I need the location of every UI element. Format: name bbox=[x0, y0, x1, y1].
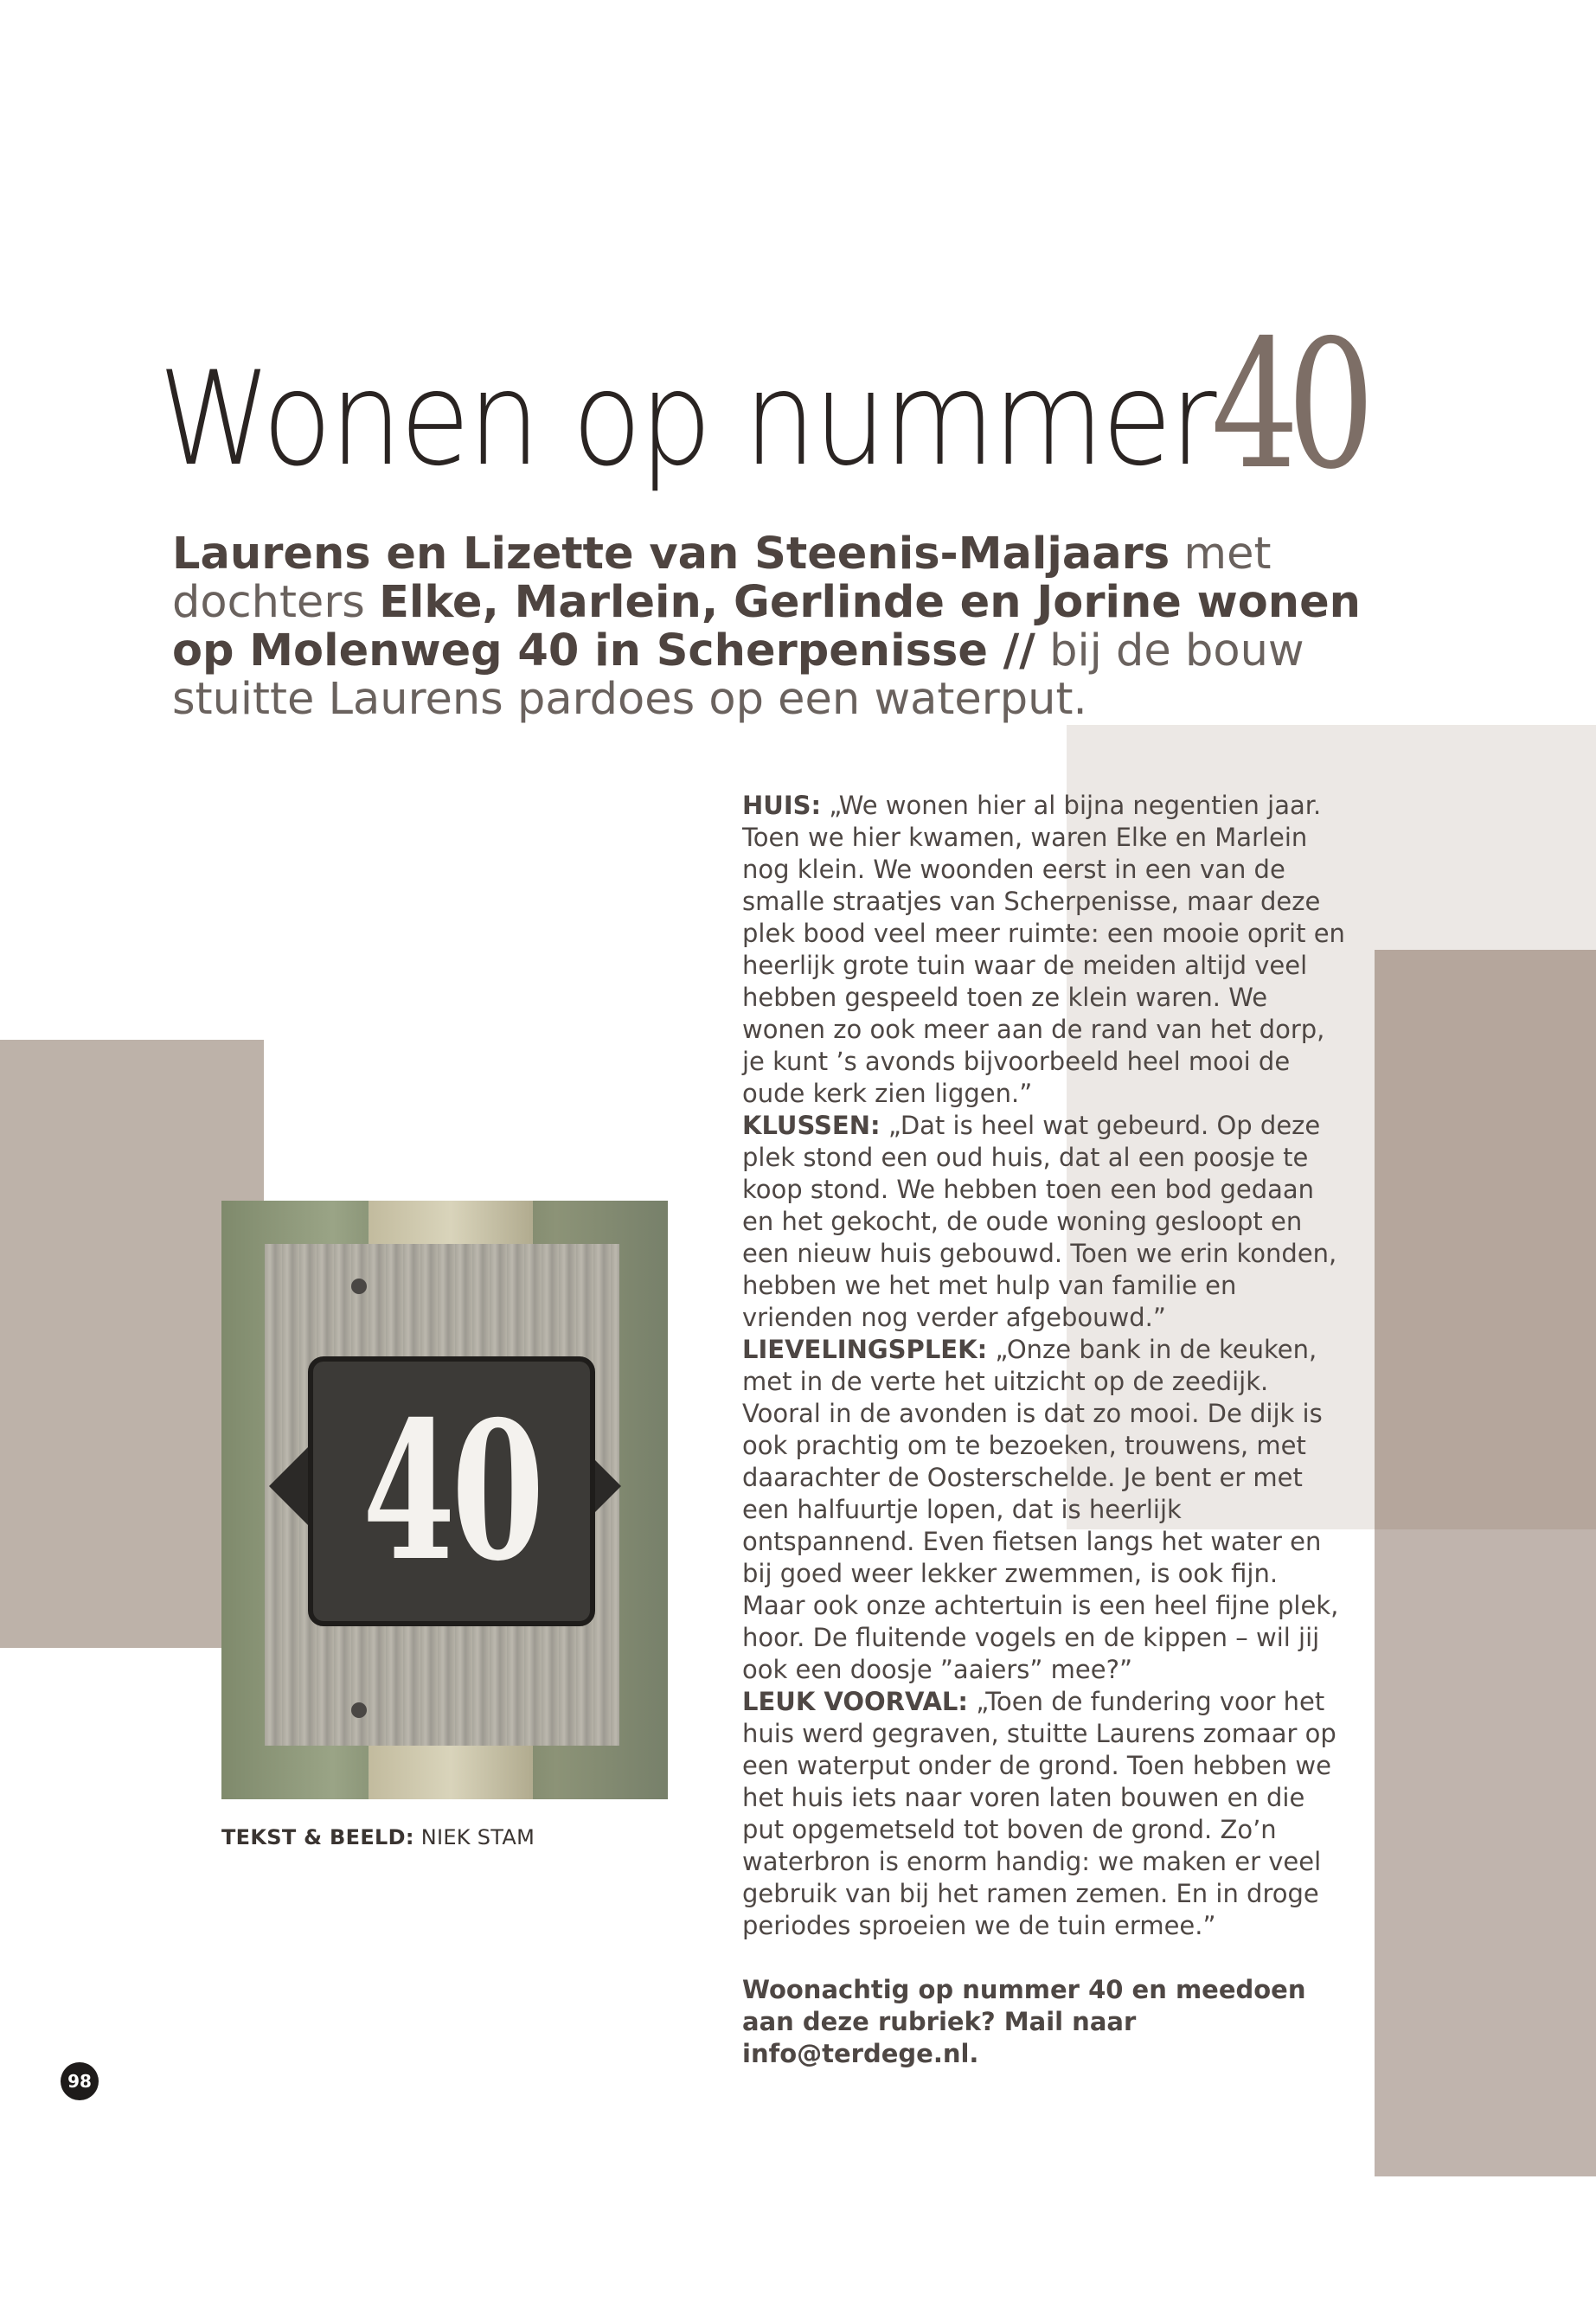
intro-names: Laurens en Lizette van Steenis-Maljaars bbox=[172, 529, 1170, 580]
intro-connector: met dochters bbox=[172, 529, 1272, 628]
section-label: KLUSSEN: bbox=[742, 1111, 881, 1140]
section-huis bbox=[742, 790, 1348, 1110]
intro-address: Elke, Marlein, Gerlinde en Jorine wonen op Molenweg 40 in Scherpenisse // bbox=[172, 577, 1361, 676]
section-text: „We wonen hier al bijna negentien jaar. Toen we hier kwamen, waren Elke en Marlein nog klein. We woonden eerst in een van de smalle straatjes van Scherpenisse, maar deze plek bood veel meer ruimte: een mooie oprit en heerlijk grote tuin waar de meiden altijd veel hebben gespeeld toen ze klein waren. We wonen zo ook meer aan de rand van het dorp, je kunt ’s avonds bijvoorbeeld heel mooi de oude kerk zien liggen.” bbox=[742, 791, 1345, 1108]
call-to-action: Woonachtig op nummer 40 en meedoen aan deze rubriek? Mail naar info@terdege.nl. bbox=[742, 1975, 1306, 2068]
title-number: 40 bbox=[1211, 303, 1363, 509]
screw-icon bbox=[351, 1702, 367, 1718]
plate-number: 40 bbox=[362, 1379, 541, 1603]
title-text: Wonen op nummer bbox=[158, 344, 1215, 495]
intro-lead bbox=[172, 530, 1418, 724]
number-plate bbox=[308, 1356, 595, 1626]
page-title bbox=[158, 285, 1406, 509]
decor-block-right-dark bbox=[1375, 950, 1596, 1529]
screw-icon bbox=[351, 1279, 367, 1294]
photo-credit bbox=[221, 1825, 535, 1849]
house-number-photo bbox=[221, 1201, 668, 1799]
section-lievelingsplek bbox=[742, 1334, 1348, 1686]
section-text: „Onze bank in de keuken, met in de verte het uitzicht op de zeedijk. Vooral in de avonden is dat zo mooi. De dijk is ook prachtig om te bezoeken, trouwens, met daarachter de Oosterschelde. Je bent er met een halfuurtje lopen, dat is heerlijk ontspannend. Even fietsen langs het water en bij goed weer lekker zwemmen, is ook fijn. Maar ook onze achtertuin is een heel fijne plek, hoor. De fluitende vogels en de kippen – wil jij ook een doosje ”aaiers” mee?” bbox=[742, 1335, 1339, 1684]
section-text: „Dat is heel wat gebeurd. Op deze plek stond een oud huis, dat al een poosje te koop stond. We hebben toen een bod gedaan en het gekocht, de oude woning gesloopt en een nieuw huis gebouwd. Toen we erin konden, hebben we het met hulp van familie en vrienden nog verder afgebouwd.” bbox=[742, 1111, 1337, 1332]
section-label: HUIS: bbox=[742, 791, 822, 820]
page-number: 98 bbox=[61, 2062, 99, 2100]
credit-label: TEKST & BEELD: bbox=[221, 1825, 414, 1849]
section-label: LIEVELINGSPLEK: bbox=[742, 1335, 988, 1364]
intro-tagline: bij de bouw stuitte Laurens pardoes op een waterput. bbox=[172, 625, 1304, 725]
section-klussen bbox=[742, 1110, 1348, 1334]
credit-value: NIEK STAM bbox=[413, 1825, 535, 1849]
section-leuk-voorval bbox=[742, 1686, 1348, 1942]
section-text: „Toen de fundering voor het huis werd gegraven, stuitte Laurens zomaar op een waterput onder de grond. Toen hebben we het huis iets naar voren laten bouwen en die put opgemetseld tot boven de grond. Zo’n waterbron is enorm handig: we maken er veel gebruik van bij het ramen zemen. En in droge periodes sproeien we de tuin ermee.” bbox=[742, 1687, 1336, 1940]
section-label: LEUK VOORVAL: bbox=[742, 1687, 968, 1716]
article-body bbox=[742, 790, 1348, 2070]
